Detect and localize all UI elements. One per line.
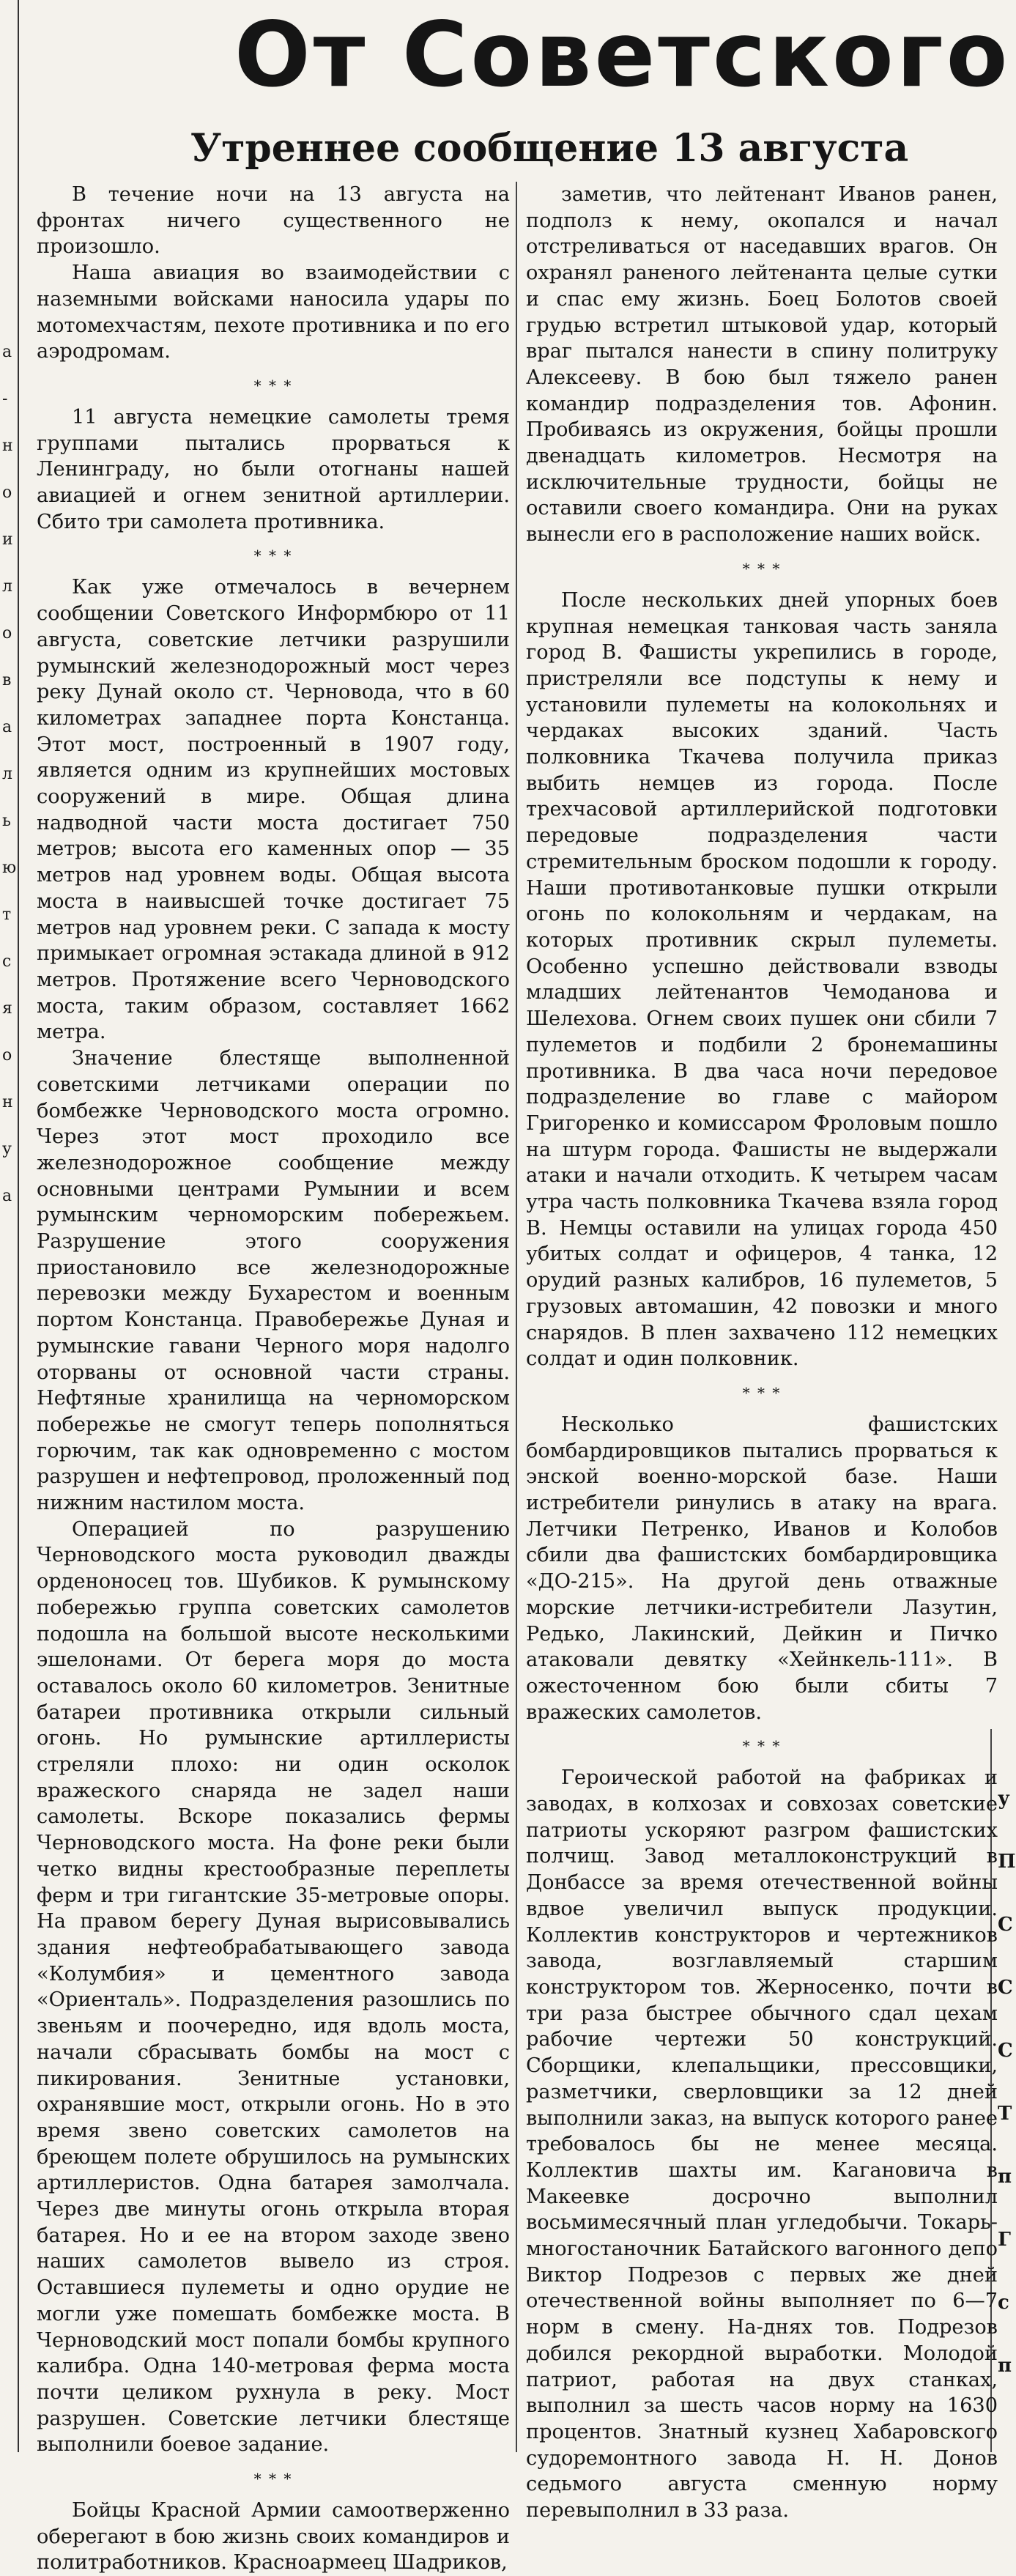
clipped-letter: ь bbox=[2, 812, 11, 830]
article-paragraph: Наша авиация во взаимодействии с наземными войсками наносила удары по мотомехчастям, пехоте противника и по его аэродромам. bbox=[37, 262, 510, 363]
section-separator-stars: * * * bbox=[253, 2470, 293, 2488]
clipped-letter: у bbox=[2, 1140, 12, 1158]
column-divider bbox=[516, 182, 517, 2452]
section-separator-stars: * * * bbox=[253, 376, 293, 394]
clipped-letter: л bbox=[2, 765, 12, 783]
clipped-letter: С bbox=[998, 1977, 1013, 1999]
article-paragraph: заметив, что лейтенант Иванов ранен, подполз к нему, окопался и начал отстреливаться от наседавших врагов. Он охранял раненого лейтенанта целые сутки и спас ему жизнь. Боец Болотов своей грудью встретил штыковой удар, который враг пытался нанести в спину политруку Алексееву. В бою был тяжело ранен командир подразделения тов. Афонин. Пробиваясь из окружения, бойцы прошли двенадцать километров. Несмотря на исключительные трудности, бойцы не оставили своего командира. Они на руках вынесли его в расположение наших войск. bbox=[526, 183, 998, 547]
clipped-letter: о bbox=[2, 624, 12, 643]
clipped-letter: о bbox=[2, 484, 12, 502]
clipped-letter: С bbox=[998, 2040, 1013, 2062]
clipped-letter: С bbox=[998, 1914, 1013, 1936]
clipped-letter: я bbox=[2, 999, 12, 1018]
clipped-letter: н bbox=[2, 1093, 13, 1111]
clipped-letter: а bbox=[2, 343, 12, 361]
article-paragraph: 11 августа немецкие самолеты тремя группами пытались прорваться к Ленинграду, но были отогнаны нашей авиацией и огнем зенитной артиллерии. Сбито три самолета противника. bbox=[37, 405, 510, 533]
article-paragraph: Значение блестяще выполненной советскими летчиками операции по бомбежке Черноводского моста огромно. Через этот мост проходило все железнодорожное сообщение между основными центрами Румынии и всем румынским черноморским побережьем. Разрушение этого сооружения приостановило все железнодорожные перевозки между Бухарестом и военным портом Констанца. Правобережье Дуная и румынские гавани Черного моря надолго оторваны от основной части страны. Нефтяные хранилища на черноморском побережье не смогут теперь пополняться горючим, так как одновременно с мостом разрушен и нефтепровод, проложенный под нижним настилом моста. bbox=[37, 1047, 510, 1515]
clipped-letter: Г bbox=[998, 2229, 1011, 2251]
section-separator-stars: * * * bbox=[742, 559, 782, 577]
section-separator-stars: * * * bbox=[742, 1737, 782, 1755]
clipped-letter: с bbox=[2, 952, 12, 971]
clipped-letter: о bbox=[2, 1046, 12, 1065]
article-column-1 bbox=[37, 182, 510, 2575]
clipped-letter: в bbox=[2, 671, 12, 689]
article-paragraph: Операцией по разрушению Черноводского моста руководил дважды орденоносец тов. Шубиков. К румынскому побережью группа советских самолетов подошла на большой высоте несколькими эшелонами. От берега моря до моста оставалось около 60 километров. Зенитные батареи противника открыли сильный огонь. Но румынские артиллеристы стреляли плохо: ни один осколок вражеского снаряда не задел наши самолеты. Вскоре показались фермы Черноводского моста. На фоне реки были четко видны крестообразные переплеты ферм и три гигантские 35-метровые опоры. На правом берегу Дуная вырисовывались здания нефтеобрабатывающего завода «Колумбия» и цементного завода «Ориенталь». Подразделения разошлись по звеньям и поочередно, идя вдоль моста, начали сбрасывать бомбы на мост с пикирования. Зенитные установки, охранявшие мост, открыли огонь. Но в это время звено советских самолетов на бреющем полете обрушилось на румынских артиллеристов. Одна батарея замолчала. Через две минуты огонь открыла вторая батарея. Но и ее на втором заходе звено наших самолетов вывело из строя. Оставшиеся пулеметы и одно орудие не могли уже помешать бомбежке моста. В Черноводский мост попали бомбы крупного калибра. Одна 140-метровая ферма моста почти целиком рухнула в реку. Мост разрушен. Советские летчики блестяще выполнили боевое задание. bbox=[37, 1517, 510, 2457]
clipped-letter: - bbox=[2, 390, 8, 408]
article-paragraph: Как уже отмечалось в вечернем сообщении Советского Информбюро от 11 августа, советские летчики разрушили румынский железнодорожный мост через реку Дунай около ст. Черновода, что в 60 километрах западнее порта Констанца. Этот мост, построенный в 1907 году, является одним из крупнейших мостовых сооружений в мире. Общая длина надводной части моста достигает 750 метров; высота его каменных опор — 35 метров над уровнем воды. Общая высота моста в наивысшей точке достигает 75 метров над уровнем реки. С запада к мосту примыкает огромная эстакада длиной в 912 метров. Протяжение всего Черноводского моста, таким образом, составляет 1662 метра. bbox=[37, 576, 510, 1044]
clipped-letter: с bbox=[998, 2292, 1009, 2314]
article-paragraph: Несколько фашистских бомбардировщиков пытались прорваться к энской военно-морской базе. Наши истребители ринулись в атаку на врага. Летчики Петренко, Иванов и Колобов сбили два фашистских бомбардировщика «ДО-215». На другой день отважные морские летчики-истребители Лазутин, Редько, Лакинский, Дейкин и Пичко атаковали девятку «Хейнкель-111». В ожесточенном бою были сбиты 7 вражеских самолетов. bbox=[526, 1413, 998, 1724]
clipped-letter: ю bbox=[2, 859, 17, 877]
article-paragraph: В течение ночи на 13 августа на фронтах ничего существенного не произошло. bbox=[37, 183, 510, 259]
clipped-letter: у bbox=[998, 1788, 1010, 1810]
clipped-letter: п bbox=[998, 2355, 1012, 2377]
left-edge-clipped-column bbox=[0, 0, 19, 2452]
section-separator-stars: * * * bbox=[742, 1383, 782, 1402]
clipped-letter: Т bbox=[998, 2103, 1012, 2125]
clipped-letter: и bbox=[2, 530, 13, 549]
article-paragraph: Бойцы Красной Армии самоотверженно оберегают в бою жизнь своих командиров и политработников. Красноармеец Шадриков, bbox=[37, 2499, 510, 2575]
clipped-letter: П bbox=[998, 1851, 1016, 1873]
article-paragraph: Героической работой на фабриках и заводах, в колхозах и совхозах советские патриоты ускоряют разгром фашистских полчищ. Завод металлоконструкций в Донбассе за время отечественной войны вдвое увеличил выпуск продукции. Коллектив конструкторов и чертежников завода, возглавляемый старшим конструктором тов. Жерносенко, почти в три раза быстрее обычного сдал цехам рабочие чертежи 50 конструкций. Сборщики, клепальщики, прессовщики, разметчики, сверловщики за 12 дней выполнили заказ, на выпуск которого ранее требовалось бы не менее месяца. Коллектив шахты им. Кагановича в Макеевке досрочно выполнил восьмимесячный план угледобычи. Токарь-многостаночник Батайского вагонного депо Виктор Подрезов с первых же дней отечественной войны выполняет по 6—7 норм в смену. На-днях тов. Подрезов добился рекордной выработки. Молодой патриот, работая на двух станках, выполнил за шесть часов норму на 1630 процентов. Знатный кузнец Хабаровского судоремонтного завода Н. Н. Донов седьмого августа сменную норму перевыполнил в 33 раза. bbox=[526, 1766, 998, 2523]
clipped-letter: н bbox=[2, 437, 13, 455]
clipped-letter: т bbox=[2, 906, 12, 924]
clipped-letter: л bbox=[2, 577, 12, 596]
article-paragraph: После нескольких дней упорных боев крупная немецкая танковая часть заняла город В. Фашисты укрепились в городе, пристреляли все подступы к нему и установили пулеметы на колокольнях и чердаках высоких зданий. Часть полковника Ткачева получила приказ выбить немцев из города. После трехчасовой артиллерийской подготовки передовые подразделения части стремительным броском подошли к городу. Наши противотанковые пушки открыли огонь по колокольням и чердакам, на которых противник скрыл пулеметы. Особенно успешно действовали взводы младших лейтенантов Чемоданова и Шелехова. Огнем своих пушек они сбили 7 пулеметов и подбили 2 бронемашины противника. В два часа ночи передовое подразделение во главе с майором Григоренко и комиссаром Фроловым пошло на штурм города. Фашисты не выдержали атаки и начали отходить. К четырем часам утра часть полковника Ткачева взяла город В. Немцы оставили на улицах города 450 убитых солдат и офицеров, 4 танка, 12 орудий разных калибров, 16 пулеметов, 5 грузовых автомашин, 42 повозки и много снарядов. В плен захвачено 112 немецких солдат и один полковник. bbox=[526, 588, 998, 1371]
report-subtitle: Утреннее сообщение 13 августа bbox=[190, 126, 909, 171]
clipped-letter: а bbox=[2, 718, 12, 736]
article-column-2 bbox=[526, 182, 998, 2523]
clipped-letter: а bbox=[2, 1187, 12, 1205]
section-separator-stars: * * * bbox=[253, 547, 293, 565]
clipped-letter: п bbox=[998, 2166, 1012, 2188]
newspaper-headline: От Советского bbox=[234, 3, 1011, 107]
